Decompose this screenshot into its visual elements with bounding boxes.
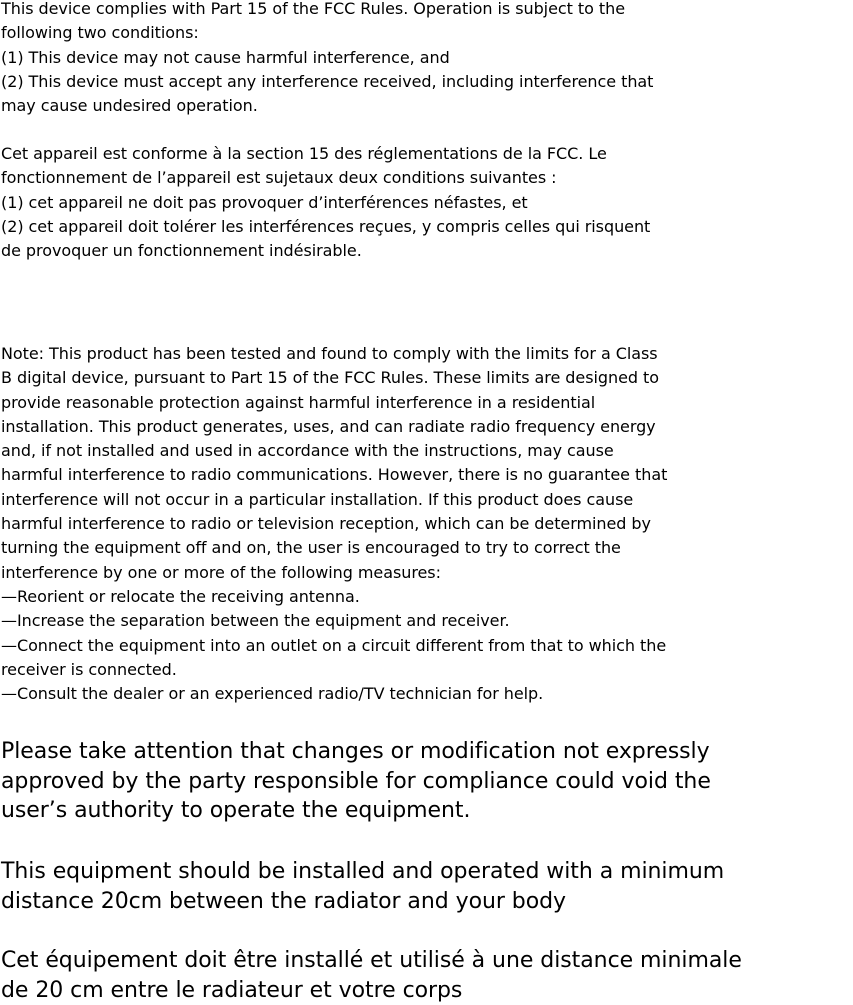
text-line: approved by the party responsible for compliance could void the: [1, 767, 853, 797]
measure-item: —Reorient or relocate the receiving antenna.: [1, 585, 853, 609]
text-line: Note: This product has been tested and found to comply with the limits for a Class: [1, 342, 853, 366]
text-line: fonctionnement de l’appareil est sujetaux deux conditions suivantes :: [1, 166, 853, 190]
text-line: following two conditions:: [1, 21, 853, 45]
rf-exposure-en: [1, 857, 853, 916]
text-line: This device complies with Part 15 of the FCC Rules. Operation is subject to the: [1, 0, 853, 21]
text-line: (2) This device must accept any interference received, including interference that: [1, 70, 853, 94]
text-line: Please take attention that changes or modification not expressly: [1, 737, 853, 767]
text-line: interference by one or more of the following measures:: [1, 561, 853, 585]
text-line: harmful interference to radio communications. However, there is no guarantee that: [1, 463, 853, 487]
modification-caution: [1, 737, 853, 826]
class-b-note: [1, 342, 853, 706]
text-line: provide reasonable protection against harmful interference in a residential: [1, 391, 853, 415]
text-line: receiver is connected.: [1, 658, 853, 682]
measure-item: —Connect the equipment into an outlet on a circuit different from that to which the: [1, 634, 853, 658]
text-line: interference will not occur in a particular installation. If this product does cause: [1, 488, 853, 512]
text-line: B digital device, pursuant to Part 15 of the FCC Rules. These limits are designed to: [1, 366, 853, 390]
text-line: and, if not installed and used in accordance with the instructions, may cause: [1, 439, 853, 463]
text-line: (2) cet appareil doit tolérer les interférences reçues, y compris celles qui risquent: [1, 215, 853, 239]
measure-item: —Consult the dealer or an experienced radio/TV technician for help.: [1, 682, 853, 706]
text-line: distance 20cm between the radiator and your body: [1, 887, 853, 917]
text-line: de 20 cm entre le radiateur et votre corps: [1, 976, 853, 1005]
measure-item: —Increase the separation between the equipment and receiver.: [1, 609, 853, 633]
text-line: de provoquer un fonctionnement indésirable.: [1, 239, 853, 263]
text-line: (1) This device may not cause harmful interference, and: [1, 46, 853, 70]
text-line: harmful interference to radio or television reception, which can be determined by: [1, 512, 853, 536]
fcc-statement-fr: [1, 142, 853, 263]
text-line: turning the equipment off and on, the user is encouraged to try to correct the: [1, 536, 853, 560]
fcc-statement-en: [1, 0, 853, 118]
text-line: may cause undesired operation.: [1, 94, 853, 118]
rf-exposure-fr: [1, 946, 853, 1005]
text-line: (1) cet appareil ne doit pas provoquer d’interférences néfastes, et: [1, 191, 853, 215]
text-line: installation. This product generates, uses, and can radiate radio frequency energy: [1, 415, 853, 439]
text-line: Cet équipement doit être installé et utilisé à une distance minimale: [1, 946, 853, 976]
text-line: This equipment should be installed and operated with a minimum: [1, 857, 853, 887]
text-line: Cet appareil est conforme à la section 15 des réglementations de la FCC. Le: [1, 142, 853, 166]
text-line: user’s authority to operate the equipment.: [1, 796, 853, 826]
